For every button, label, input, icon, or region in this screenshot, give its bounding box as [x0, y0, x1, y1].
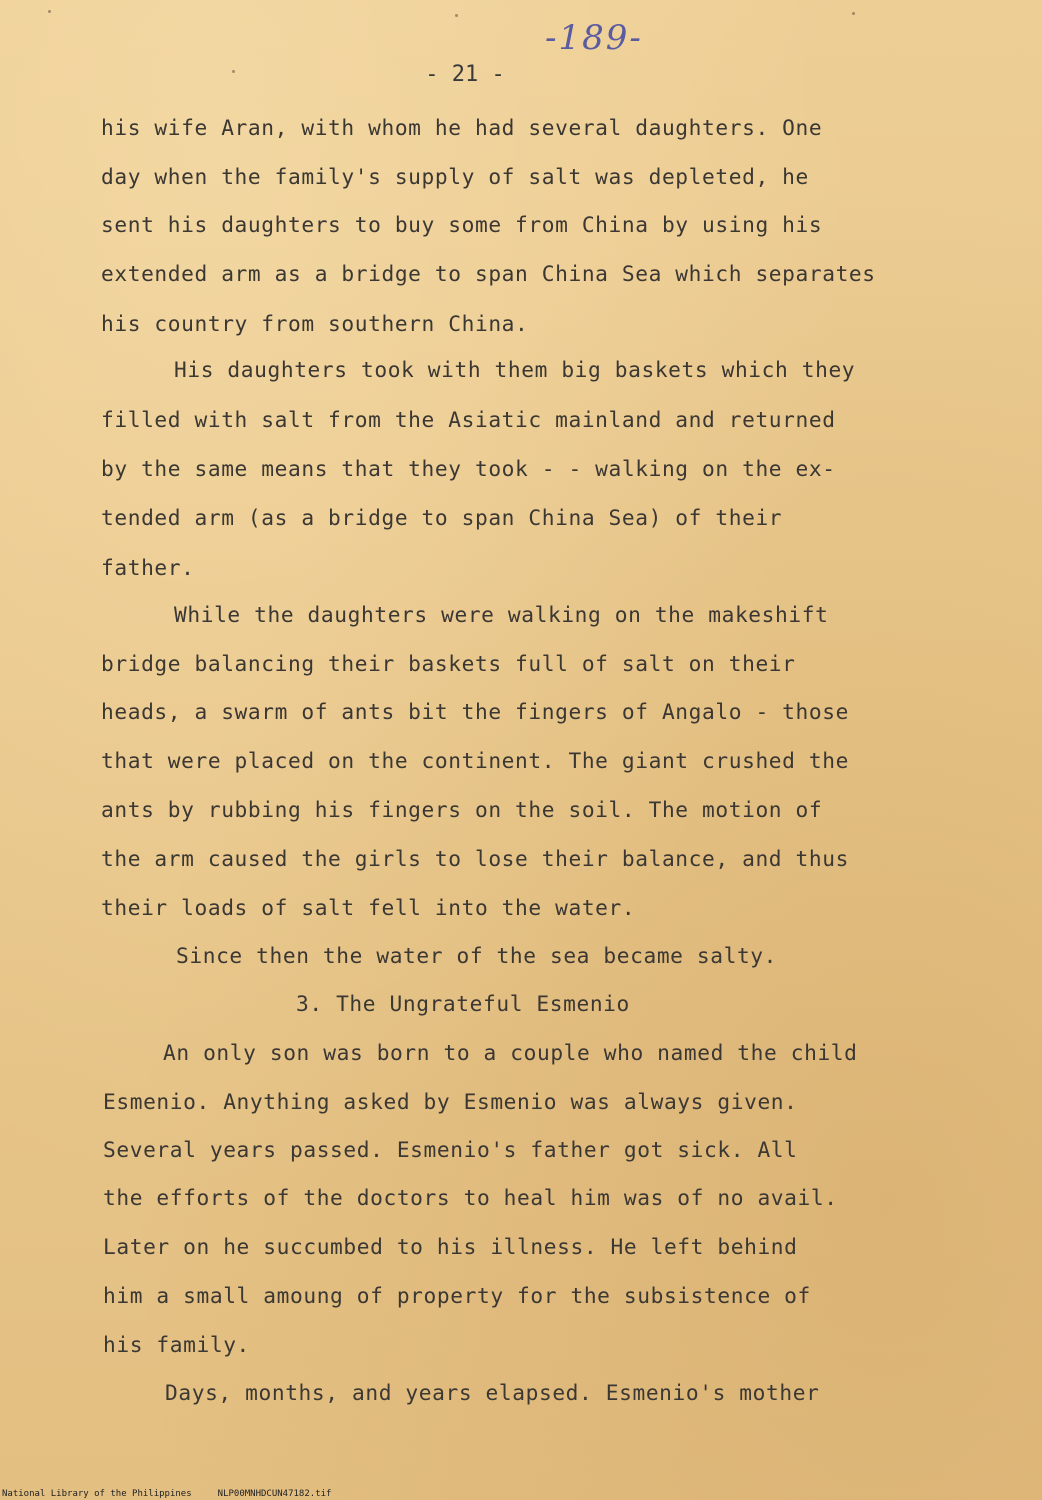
text-line: by the same means that they took - - walking on the ex-: [101, 456, 836, 481]
text-line: that were placed on the continent. The giant crushed the: [101, 748, 849, 773]
text-line: sent his daughters to buy some from China by using his: [101, 212, 823, 237]
text-line: Since then the water of the sea became salty.: [176, 943, 778, 968]
text-line: his wife Aran, with whom he had several daughters. One: [101, 115, 823, 140]
text-line: Several years passed. Esmenio's father got sick. All: [103, 1137, 798, 1162]
text-line: While the daughters were walking on the makeshift: [174, 602, 829, 627]
text-line: An only son was born to a couple who named the child: [163, 1040, 858, 1065]
text-line: His daughters took with them big baskets which they: [174, 357, 856, 382]
footer-filename: NLP00MNHDCUN47182.tif: [217, 1489, 332, 1499]
footer-source: National Library of the Philippines: [2, 1489, 192, 1499]
text-line: his country from southern China.: [101, 311, 529, 336]
paper-speck: [852, 12, 855, 15]
scan-footer: [2, 1489, 331, 1499]
text-line: their loads of salt fell into the water.: [101, 895, 636, 920]
text-line: him a small amoung of property for the subsistence of: [103, 1283, 811, 1308]
text-line: extended arm as a bridge to span China Sea which separates: [101, 261, 876, 286]
text-line: tended arm (as a bridge to span China Sea) of their: [101, 505, 783, 530]
text-line: Days, months, and years elapsed. Esmenio's mother: [165, 1380, 820, 1405]
paper-speck: [232, 70, 235, 73]
archive-number: -189-: [545, 18, 643, 58]
section-heading: 3. The Ungrateful Esmenio: [296, 991, 630, 1016]
paper-speck: [455, 14, 458, 17]
text-line: day when the family's supply of salt was depleted, he: [101, 164, 809, 189]
text-line: Esmenio. Anything asked by Esmenio was always given.: [103, 1089, 798, 1114]
page-number: - 21 -: [425, 62, 505, 87]
text-line: Later on he succumbed to his illness. He left behind: [103, 1234, 798, 1259]
text-line: the arm caused the girls to lose their balance, and thus: [101, 846, 849, 871]
text-line: filled with salt from the Asiatic mainland and returned: [101, 407, 836, 432]
paper-speck: [48, 10, 51, 13]
text-line: father.: [101, 555, 195, 580]
text-line: ants by rubbing his fingers on the soil. The motion of: [101, 797, 823, 822]
text-line: bridge balancing their baskets full of salt on their: [101, 651, 796, 676]
text-line: the efforts of the doctors to heal him was of no avail.: [103, 1185, 838, 1210]
text-line: heads, a swarm of ants bit the fingers of Angalo - those: [101, 699, 849, 724]
text-line: his family.: [103, 1332, 250, 1357]
